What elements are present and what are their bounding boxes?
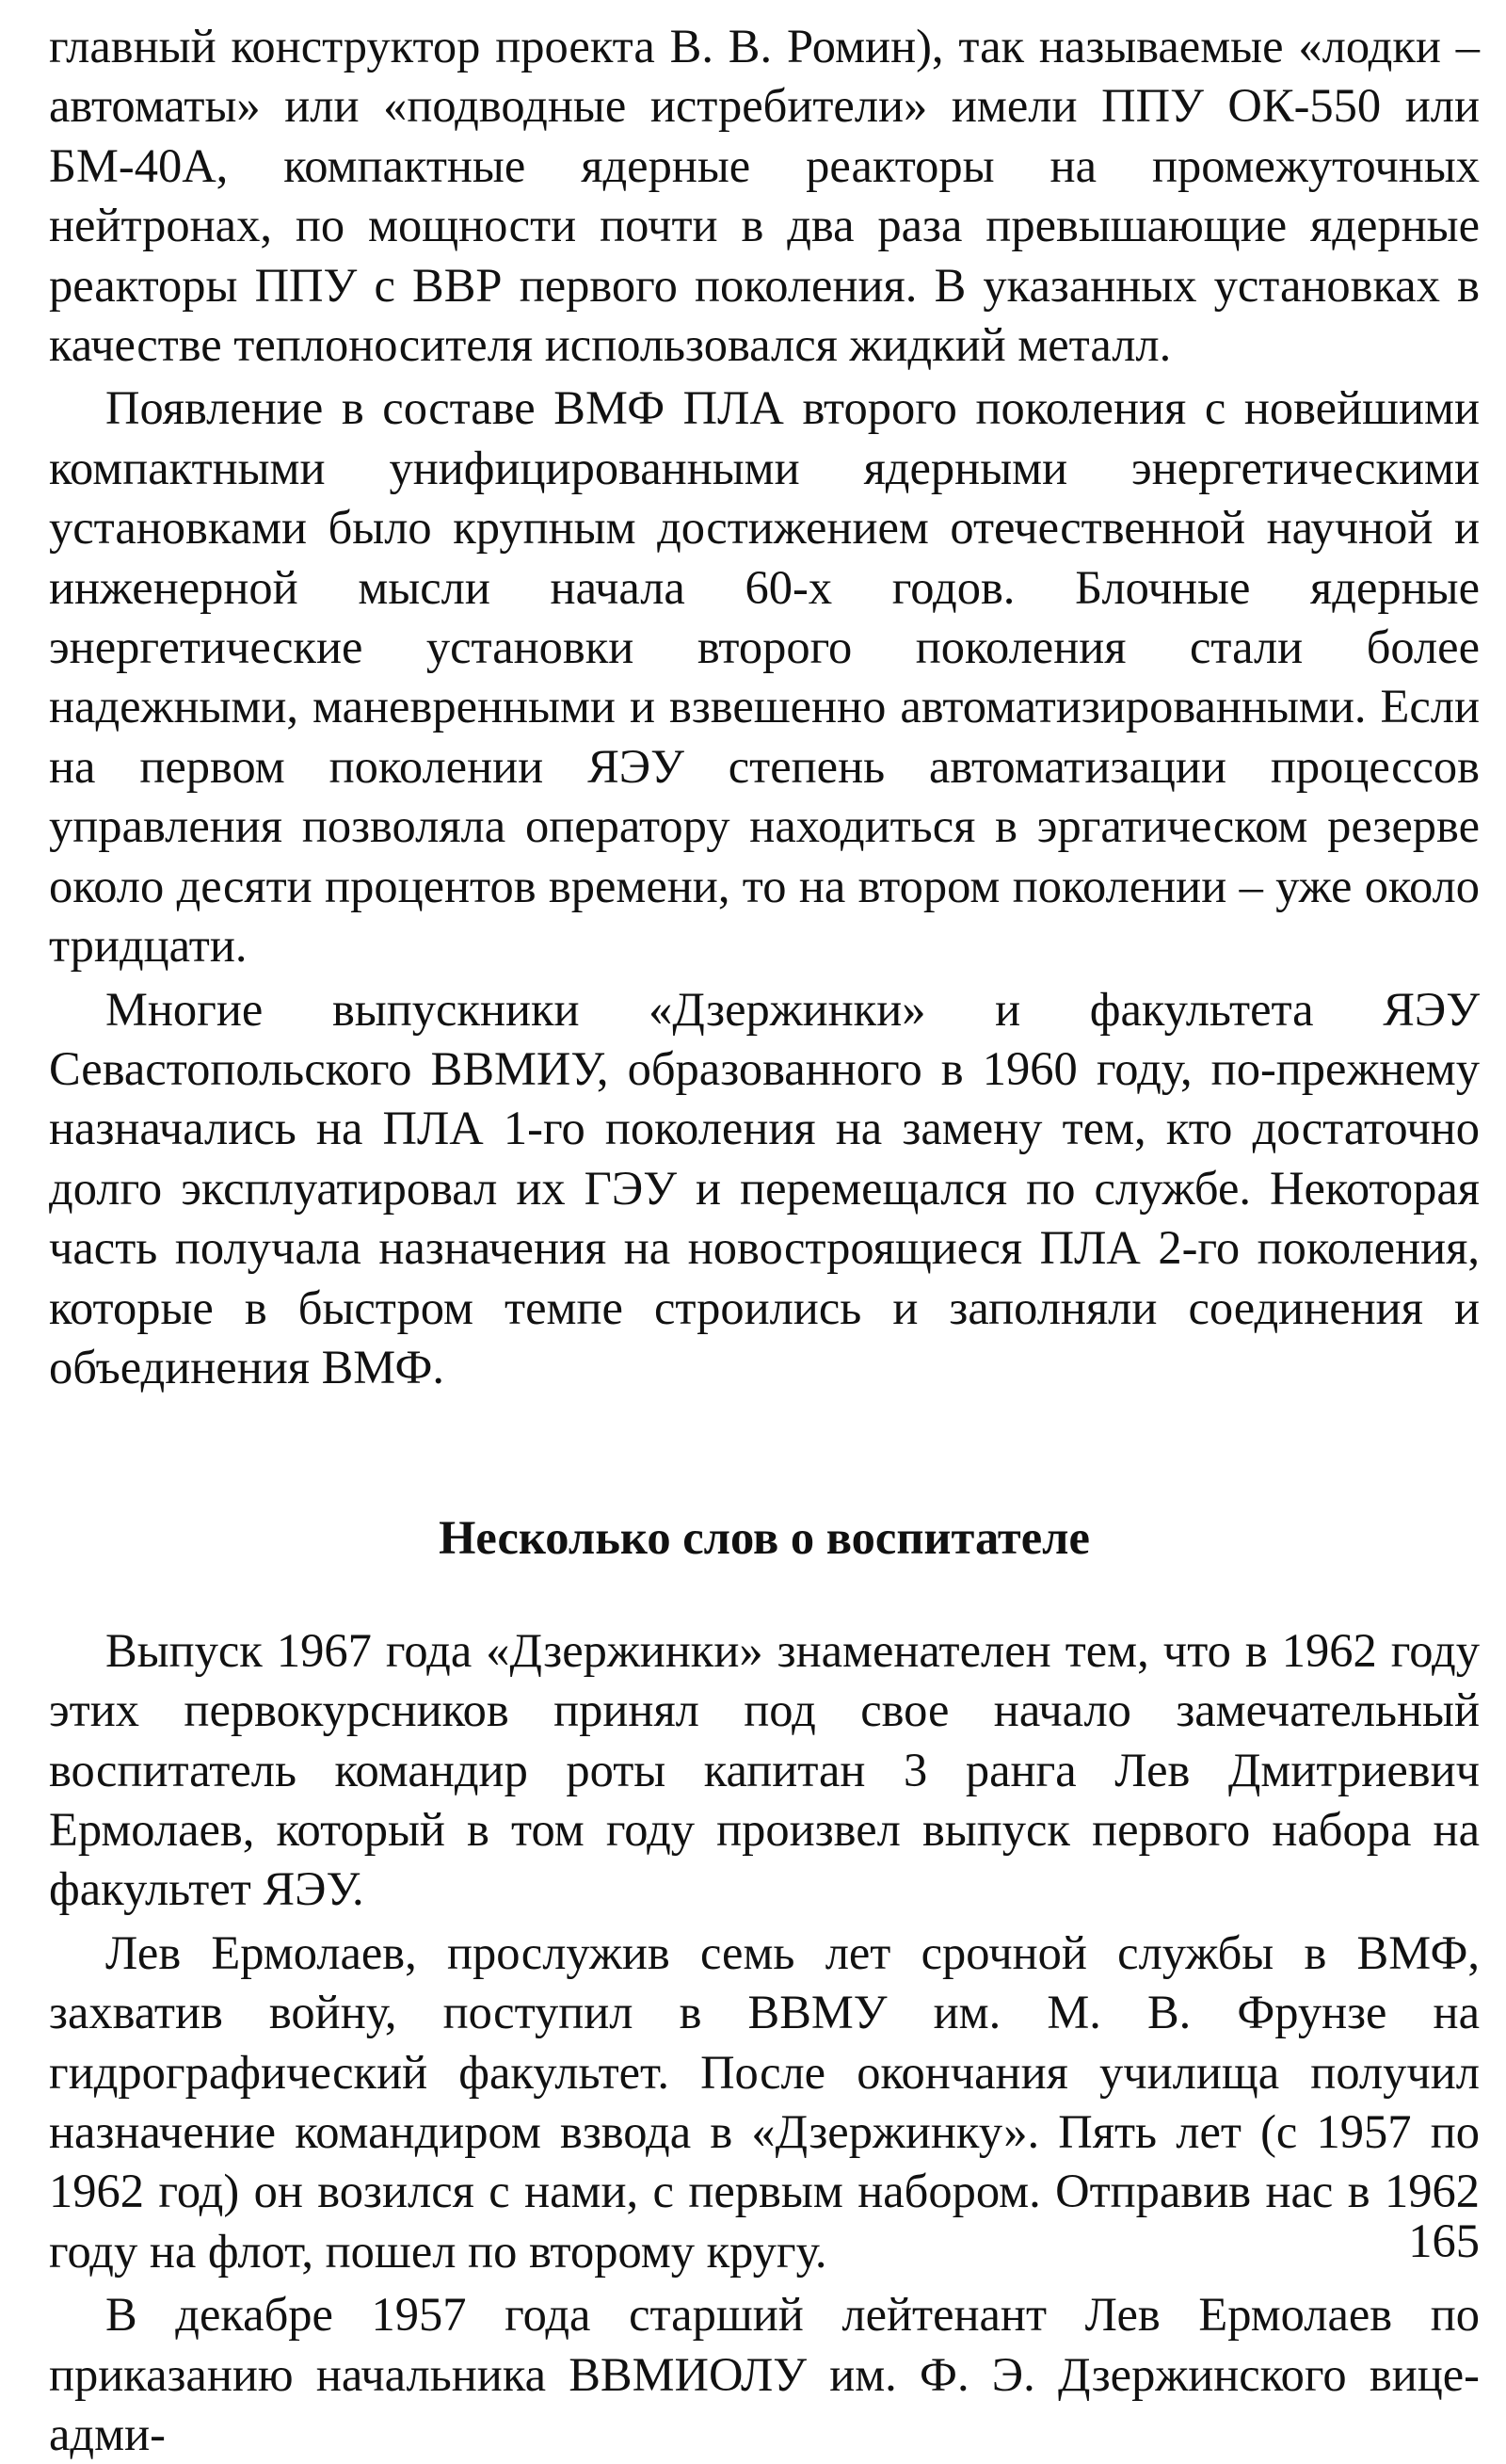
paragraph-second-generation: Появление в составе ВМФ ПЛА второго поколения с новейшими компактными унифицированными ядерными энергетическими установками было крупным достижением отечественной научной и инженерной мысли начала 60-х годов. Блочные ядерные энергетические установки второго поколения стали более надежными, маневренными и взвешенно автоматизированными. Если на первом поколении ЯЭУ степень автоматизации процессов управления позволяла оператору находиться в эргатическом резерве около десяти процентов времени, то на втором поколении – уже около тридцати. (49, 381, 1480, 973)
paragraph-graduates: Многие выпускники «Дзержинки» и факультета ЯЭУ Севастопольского ВВМИУ, образованного в 1960 году, по-прежнему назначались на ПЛА 1-го поколения на замену тем, кто достаточно долго эксплуатировал их ГЭУ и перемещался по службе. Некоторая часть получала назначения на новостроящиеся ПЛА 2-го поколения, которые в быстром темпе строились и заполняли соединения и объединения ВМФ. (49, 982, 1480, 1393)
paragraph-lev-ermolaev: Лев Ермолаев, прослужив семь лет срочной службы в ВМФ, захватив войну, поступил в ВВМУ им. М. В. Фрунзе на гидрографический факультет. После окончания училища получил назначение командиром взвода в «Дзержинку». Пять лет (с 1957 по 1962 год) он возился с нами, с первым набором. Отправив нас в 1962 году на флот, пошел по второму кругу. (49, 1925, 1480, 2278)
page-number: 165 (1408, 2214, 1480, 2267)
paragraph-december-1957: В декабре 1957 года старший лейтенант Лев Ермолаев по приказанию начальника ВВМИОЛУ им. Ф. Э. Дзержинского вице-адми- (49, 2288, 1480, 2461)
paragraph-class-of-1967: Выпуск 1967 года «Дзержинки» знаменателен тем, что в 1962 году этих первокурсников принял под свое начало замечательный воспитатель командир роты капитан 3 ранга Лев Дмитриевич Ермолаев, который в том году произвел выпуск первого набора на факультет ЯЭУ. (49, 1623, 1480, 1916)
book-page (49, 17, 1480, 2464)
paragraph-continuation: главный конструктор проекта В. В. Ромин), так называемые «лодки – автоматы» или «подводные истребители» имели ППУ ОК-550 или БМ-40А, компактные ядерные реакторы на промежуточных нейтронах, по мощности почти в два раза превышающие ядерные реакторы ППУ с ВВР первого поколения. В указанных установках в качестве теплоносителя использовался жидкий металл. (49, 20, 1480, 372)
section-heading: Несколько слов о воспитателе (439, 1511, 1090, 1565)
